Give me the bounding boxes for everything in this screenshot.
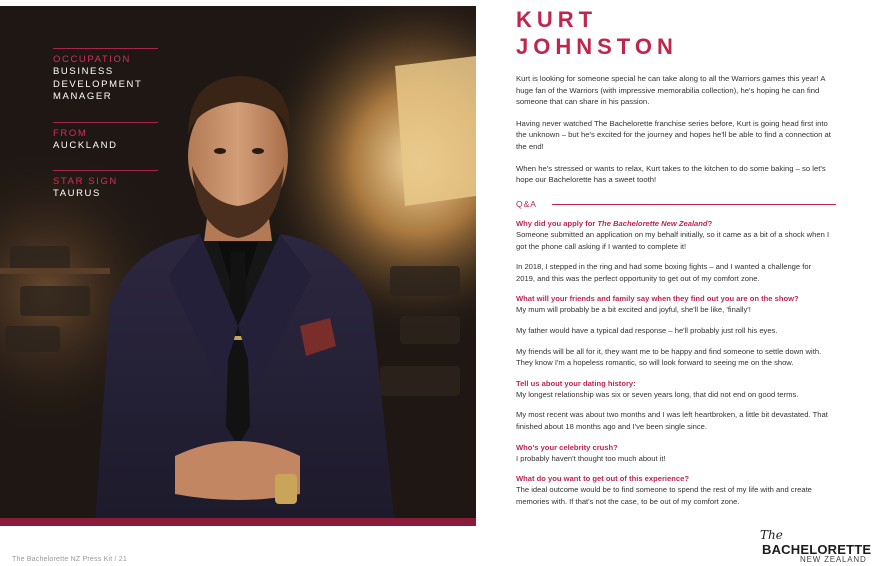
fact-value: AUCKLAND	[53, 139, 118, 151]
qa-answer: My most recent was about two months and I was left heartbroken, a little bit devastated. That finished about 18 months ago and I've been single since.	[516, 410, 828, 431]
name-last: JOHNSTON	[516, 34, 678, 59]
contestant-photo	[0, 6, 476, 526]
qa-answer: My longest relationship was six or seven years long, that did not end on good terms.	[516, 389, 799, 399]
bio-paragraph: When he's stressed or wants to relax, Kurt takes to the kitchen to do some baking – so let's hope our Bachelorette has a sweet tooth!	[516, 163, 826, 185]
logo-subtitle: NEW ZEALAND	[800, 555, 867, 564]
qa-question: Who's your celebrity crush?	[516, 442, 618, 452]
qa-answer: My friends will be all for it, they want me to be happy and find someone to settle down with. They know I'm a hopeless romantic, so will look forward to seeing me on the show.	[516, 346, 822, 368]
qa-answer: Someone submitted an application on my behalf initially, so it came as a bit of a shock when I got the phone call asking if I wanted to complete it!	[516, 230, 830, 251]
qa-item	[516, 218, 832, 284]
logo-wordmark: BACHELORETTE	[762, 542, 872, 557]
qa-question: What will your friends and family say when they find out you are on the show?	[516, 294, 799, 304]
qa-answer: In 2018, I stepped in the ring and had some boxing fights – and I wanted a challenge for 2019, and this was the perfect opportunity to get out of my comfort zone.	[516, 262, 812, 283]
bachelorette-logo	[758, 530, 872, 566]
contestant-facts	[53, 48, 158, 219]
bio-paragraph: Having never watched The Bachelorette franchise series before, Kurt is going head first into the unknown – but he's excited for the journey and hopes he'll be able to find a connection at the end!	[516, 118, 831, 151]
qa-heading-label: Q&A	[516, 198, 543, 210]
press-kit-footer: The Bachelorette NZ Press Kit / 21	[12, 556, 127, 563]
qa-question: Why did you apply for The Bachelorette New Zealand?	[516, 219, 713, 228]
fact-value: BUSINESS DEVELOPMENT MANAGER	[53, 66, 143, 102]
fact-label: FROM	[53, 127, 88, 139]
qa-answer: My father would have a typical dad response – he'll probably just roll his eyes.	[516, 325, 778, 335]
qa-divider	[552, 204, 836, 205]
photo-accent-strip	[0, 518, 476, 526]
qa-question: What do you want to get out of this experience?	[516, 474, 689, 484]
qa-item	[516, 378, 832, 433]
show-title: The Bachelorette New Zealand	[597, 219, 708, 228]
qa-answer: I probably haven't thought too much about it!	[516, 453, 666, 463]
qa-item	[516, 473, 832, 507]
qa-answer: The ideal outcome would be to find someone to spend the rest of my life with and create memories with. If that's not the case, to be out of my comfort zone.	[516, 485, 812, 506]
qa-heading	[516, 198, 836, 212]
qa-question: Tell us about your dating history:	[516, 378, 636, 388]
qa-section	[516, 218, 832, 516]
qa-item	[516, 442, 832, 465]
fact-occupation	[53, 48, 158, 104]
bio-paragraph: Kurt is looking for someone special he can take along to all the Warriors games this year! A huge fan of the Warriors (with impressive memorabilia collection), he's hoping he can find someone that can share in his passion.	[516, 74, 826, 107]
bio-section	[516, 73, 832, 196]
contestant-name	[516, 6, 678, 60]
fact-value: TAURUS	[53, 188, 101, 199]
fact-star-sign	[53, 170, 158, 201]
fact-label: OCCUPATION	[53, 54, 131, 65]
name-first: KURT	[516, 7, 598, 32]
fact-from	[53, 122, 158, 153]
qa-item	[516, 293, 832, 368]
fact-label: STAR SIGN	[53, 176, 118, 187]
logo-script: The	[760, 528, 783, 542]
qa-answer: My mum will probably be a bit excited and joyful, she'll be like, 'finally'!	[516, 305, 751, 315]
